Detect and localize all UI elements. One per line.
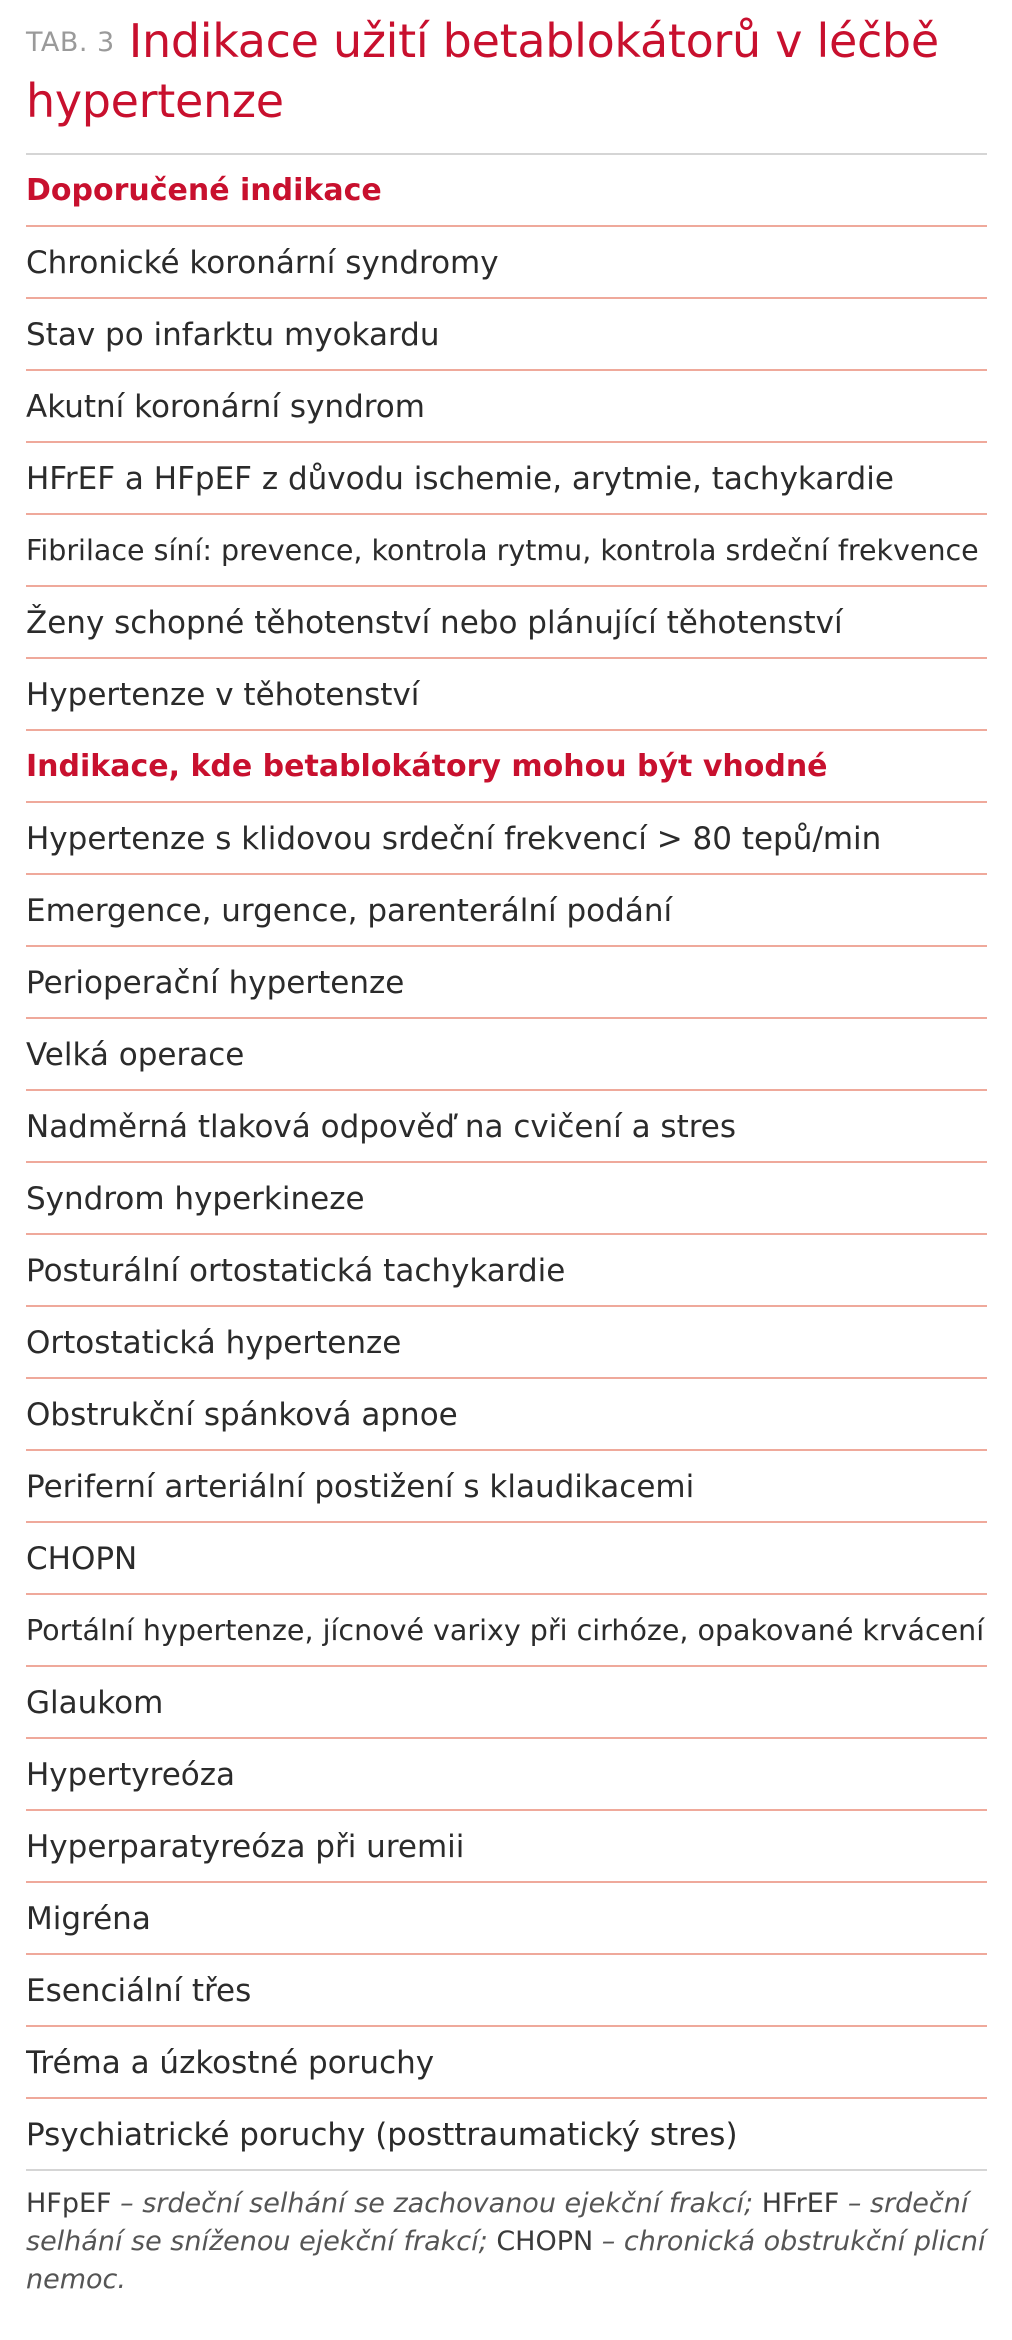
table-row: HFrEF a HFpEF z důvodu ischemie, arytmie, tachykardie (26, 443, 987, 515)
table-row: Ortostatická hypertenze (26, 1307, 987, 1379)
footnote-definition: – srdeční selhání se zachovanou ejekční frakcí; (111, 2188, 762, 2219)
table-row: Posturální ortostatická tachykardie (26, 1235, 987, 1307)
section-heading: Doporučené indikace (26, 155, 987, 227)
table-row: CHOPN (26, 1523, 987, 1595)
table-row: Portální hypertenze, jícnové varixy při cirhóze, opakované krvácení (26, 1595, 987, 1667)
table-row: Fibrilace síní: prevence, kontrola rytmu, kontrola srdeční frekvence (26, 515, 987, 587)
footnote-abbreviation: CHOPN (496, 2226, 594, 2257)
table-row: Chronické koronární syndromy (26, 227, 987, 299)
table-row: Stav po infarktu myokardu (26, 299, 987, 371)
table-row: Esenciální třes (26, 1955, 987, 2027)
footnote (26, 2171, 987, 2299)
table-row: Obstrukční spánková apnoe (26, 1379, 987, 1451)
footnote-abbreviation: HFrEF (761, 2188, 840, 2219)
footnote-definition: – chronická obstrukční plicní nemoc. (26, 2226, 986, 2295)
table-row: Psychiatrické poruchy (posttraumatický stres) (26, 2099, 987, 2171)
table-row: Emergence, urgence, parenterální podání (26, 875, 987, 947)
table-row: Migréna (26, 1883, 987, 1955)
table-row: Hypertenze v těhotenství (26, 659, 987, 731)
table-row: Hypertyreóza (26, 1739, 987, 1811)
tab-label: TAB. 3 (26, 27, 115, 58)
table-row: Akutní koronární syndrom (26, 371, 987, 443)
title-text-1: Indikace užití betablokátorů v léčbě (128, 14, 939, 68)
title-line-2: hypertenze (26, 74, 284, 128)
table-row: Hyperparatyreóza při uremii (26, 1811, 987, 1883)
table-row: Ženy schopné těhotenství nebo plánující těhotenství (26, 587, 987, 659)
table-row: Glaukom (26, 1667, 987, 1739)
table-row: Tréma a úzkostné poruchy (26, 2027, 987, 2099)
table-row: Velká operace (26, 1019, 987, 1091)
table-row: Hypertenze s klidovou srdeční frekvencí > 80 tepů/min (26, 803, 987, 875)
table-title (26, 0, 987, 153)
footnote-abbreviation: HFpEF (26, 2188, 112, 2219)
table-row: Periferní arteriální postižení s klaudikacemi (26, 1451, 987, 1523)
section-heading: Indikace, kde betablokátory mohou být vhodné (26, 731, 987, 803)
title-line-1 (26, 12, 987, 72)
table-row: Perioperační hypertenze (26, 947, 987, 1019)
footnote-definition: – srdeční selhání se sníženou ejekční frakcí; (26, 2188, 969, 2257)
indication-table (26, 155, 987, 2171)
table-row: Nadměrná tlaková odpověď na cvičení a stres (26, 1091, 987, 1163)
table-row: Syndrom hyperkineze (26, 1163, 987, 1235)
